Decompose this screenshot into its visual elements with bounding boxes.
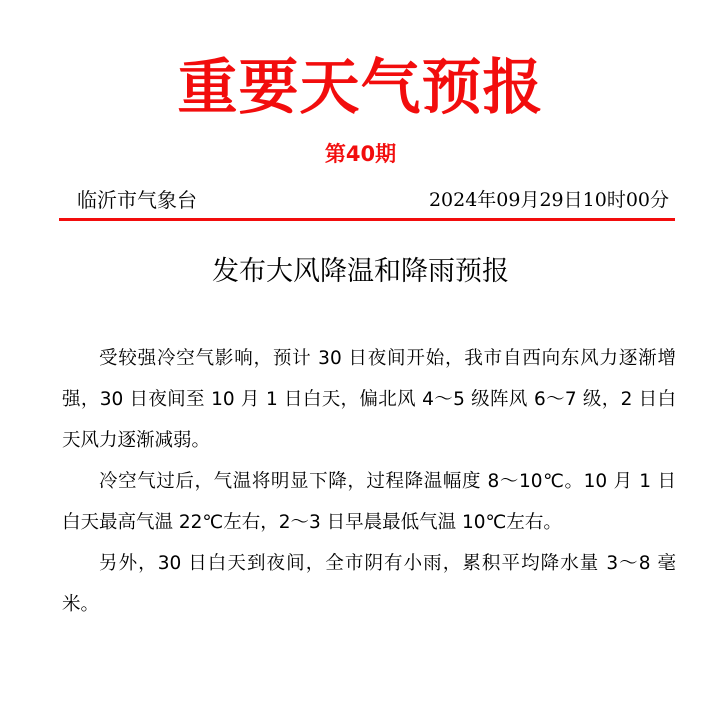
body-paragraph: 另外，30 日白天到夜间，全市阴有小雨，累积平均降水量 3～8 毫米。 xyxy=(62,553,676,615)
masthead-title: 重要天气预报 xyxy=(177,53,544,123)
body-paragraph: 受较强冷空气影响，预计 30 日夜间开始，我市自西向东风力逐渐增强，30 日夜间至 10 月 1 日白天，偏北风 4～5 级阵风 6～7 级，2 日白天风力逐渐减弱。 xyxy=(62,348,676,451)
body-paragraph: 冷空气过后，气温将明显下降，过程降温幅度 8～10℃。10 月 1 日白天最高气温 22℃左右，2～3 日早晨最低气温 10℃左右。 xyxy=(62,471,676,533)
header-divider xyxy=(59,218,675,221)
issue-time: 2024年09月29日10时00分 xyxy=(428,189,669,211)
article-headline: 发布大风降温和降雨预报 xyxy=(212,256,509,287)
article-body xyxy=(62,338,676,625)
issuer-name: 临沂市气象台 xyxy=(77,188,197,212)
issue-number: 第40期 xyxy=(324,142,397,166)
